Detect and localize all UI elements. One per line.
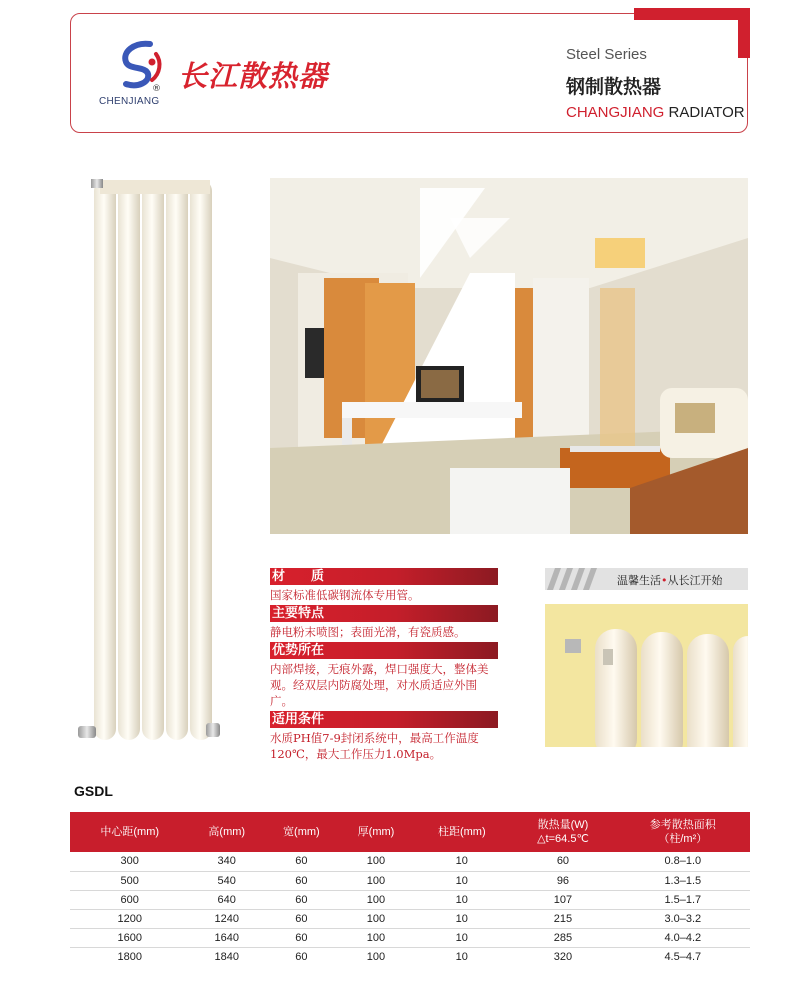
table-cell: 4.0–4.2 [616, 928, 750, 947]
table-cell: 340 [189, 852, 264, 871]
table-cell: 10 [413, 852, 510, 871]
registered-mark: ® [152, 84, 161, 94]
table-cell: 1640 [189, 928, 264, 947]
header-sublabel: （柱/m²） [658, 833, 708, 845]
table-cell: 107 [510, 890, 615, 909]
header-thickness [339, 812, 414, 852]
table-cell: 60 [264, 852, 339, 871]
table-cell: 540 [189, 871, 264, 890]
radiator-closeup-photo [545, 604, 748, 747]
table-cell: 1840 [214, 950, 239, 963]
table-cell: 10 [413, 909, 510, 928]
feature-text-material: 国家标准低碳钢流体专用管。 [270, 588, 420, 602]
slogan-text [617, 572, 723, 588]
brand-rest-word: RADIATOR [664, 104, 745, 121]
slogan-left: 温馨生活 [617, 574, 661, 587]
table-cell: 285 [510, 928, 615, 947]
table-cell: 640 [189, 890, 264, 909]
stripes-decoration-icon [545, 568, 605, 590]
logo-chinese-name: 长江散热器 [178, 59, 329, 93]
brand-red-word: CHANGJIANG [566, 104, 665, 121]
table-cell: 100 [339, 928, 414, 947]
table-cell: 100 [339, 871, 414, 890]
table-cell: 100 [366, 950, 386, 963]
table-cell: 10 [413, 928, 510, 947]
header-label: 宽(mm) [283, 826, 320, 838]
table-cell: 96 [510, 871, 615, 890]
table-row [70, 852, 750, 871]
feature-title-highlights: 主要特点 [270, 605, 498, 622]
table-cell: 215 [510, 909, 615, 928]
brand-line [566, 104, 745, 121]
table-row [70, 928, 750, 947]
slogan-band [545, 568, 748, 590]
feature-title-material: 材 质 [270, 568, 498, 585]
table-cell: 600 [70, 890, 189, 909]
corner-accent-horizontal [634, 8, 750, 20]
slogan-dot: • [661, 574, 668, 587]
header-label: 散热量(W) [537, 819, 589, 831]
feature-text-highlights: 静电粉末喷图；表面光滑，有瓷质感。 [270, 625, 466, 639]
table-row [70, 947, 750, 966]
table-cell: 10 [455, 950, 468, 963]
table-cell: 60 [264, 871, 339, 890]
table-cell: 10 [413, 871, 510, 890]
header-width [264, 812, 339, 852]
table-cell: 10 [413, 890, 510, 909]
table-cell: 3.0–3.2 [616, 909, 750, 928]
table-row [70, 909, 750, 928]
series-chinese: 钢制散热器 [566, 76, 662, 98]
table-cell: 60 [295, 950, 308, 963]
table-cell: 1600 [70, 928, 189, 947]
table-cell: 60 [264, 890, 339, 909]
table-cell: 60 [264, 909, 339, 928]
table-row [70, 890, 750, 909]
table-cell: 4.5–4.7 [664, 950, 702, 963]
table-cell: 100 [339, 852, 414, 871]
table-cell: 60 [510, 852, 615, 871]
header-column-spacing [413, 812, 510, 852]
header-label: 柱距(mm) [437, 826, 486, 838]
radiator-product-image [74, 170, 224, 750]
spec-table [70, 812, 750, 966]
table-cell: 1.3–1.5 [616, 871, 750, 890]
table-cell: 500 [70, 871, 189, 890]
header-sublabel: △t=64.5℃ [537, 833, 589, 845]
living-room-photo [270, 178, 748, 534]
table-cell: 1.5–1.7 [616, 890, 750, 909]
feature-title-conditions: 适用条件 [270, 711, 498, 728]
header-heat-output [510, 812, 615, 852]
feature-text-advantages: 内部焊接，无痕外露，焊口强度大，整体美观。经双层内防腐处理，对水质适应外围广。 [270, 662, 489, 708]
header-label: 中心距(mm) [100, 826, 160, 838]
table-cell: 100 [339, 890, 414, 909]
feature-title-advantages: 优势所在 [270, 642, 498, 659]
corner-accent-vertical [738, 8, 750, 58]
header-height [189, 812, 264, 852]
table-cell: 1200 [70, 909, 189, 928]
header-reference-area [616, 812, 750, 852]
header-label: 厚(mm) [357, 826, 395, 838]
slogan-right: 从长江开始 [667, 574, 723, 587]
table-cell: 320 [553, 950, 573, 963]
table-row [70, 871, 750, 890]
table-cell: 100 [339, 909, 414, 928]
table-cell: 1800 [117, 950, 142, 963]
header-label: 高(mm) [208, 826, 246, 838]
header-label: 参考散热面积 [649, 819, 716, 831]
logo-english-name: CHENJIANG [99, 96, 160, 107]
series-english: Steel Series [566, 46, 647, 63]
table-cell: 1240 [189, 909, 264, 928]
feature-list [270, 568, 498, 764]
feature-text-conditions: 水质PH值7-9封闭系统中，最高工作温度120℃，最大工作压力1.0Mpa。 [270, 731, 479, 761]
table-cell: 0.8–1.0 [616, 852, 750, 871]
table-cell: 300 [70, 852, 189, 871]
table-header-row [70, 812, 750, 852]
table-cell: 60 [264, 928, 339, 947]
header-center-distance [70, 812, 189, 852]
model-label: GSDL [74, 783, 113, 799]
